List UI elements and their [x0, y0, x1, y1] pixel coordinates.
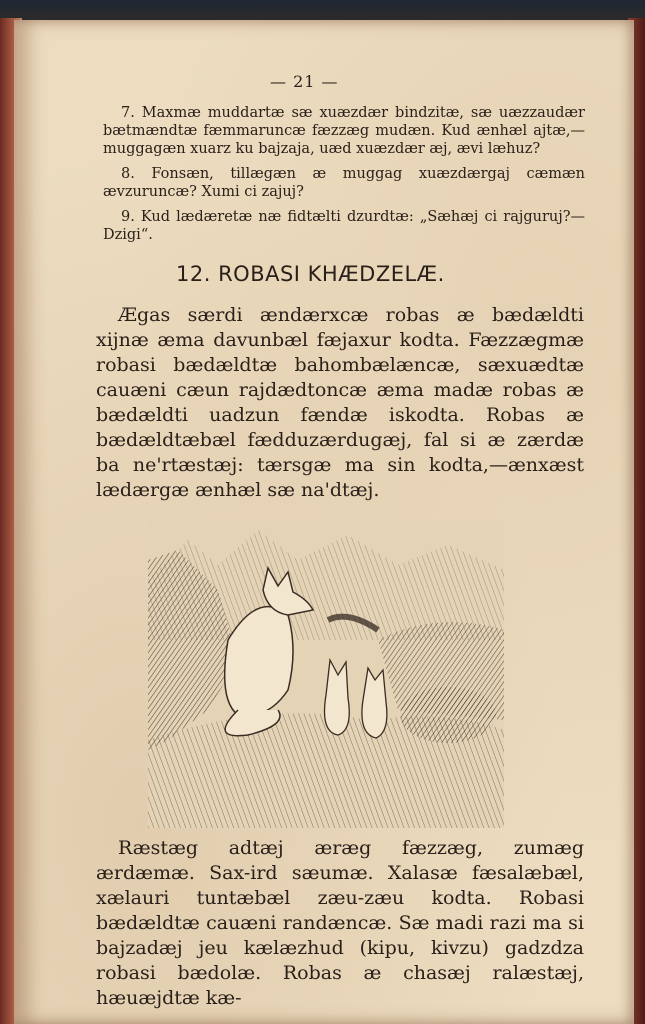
question-7: [103, 104, 585, 158]
question-text: 8. Fonsæn, tillægæn æ muggag xuæzdærgaj cæmæn ævzuruncæ? Xumi ci zajuj?: [103, 166, 585, 200]
page-number: — 21 —: [270, 72, 339, 91]
paragraph-text: Ræstæg adtæj æræg fæzzæg, zumæg ærdæmæ. Sax-ird sæumæ. Xalasæ fæsalæbæl, xælauri tuntæbæl zæu-zæu kodta. Robasi bædældtæ cauæni randæncæ. Sæ madi razi ma si bajzadæj jeu kælæzhud (kipu, kivzu) gadzdza robasi bædolæ. Robas æ chasæj ralæstæj, hæuæjdtæ kæ-: [96, 837, 584, 1009]
question-text: 7. Maxmæ muddartæ sæ xuæzdær bindzitæ, sæ uæzzaudær bætmændtæ fæmmaruncæ fæzzæg mudæn. Kud ænhæl ajtæ,—muggagæn xuarz ku bajzaja, uæd xuæzdær æj, ævi læhuz?: [103, 105, 585, 157]
section-title: 12. ROBASI KHÆDZELÆ.: [176, 262, 445, 286]
paragraph-text: Ægas særdi ændærxcæ robas æ bædældti xijnæ æma davunbæl fæjaxur kodta. Fæzzægmæ robasi bædældtæ bahombælæncæ, sæxuædtæ cauæni cæun rajdædtoncæ æma madæ robas æ bædældti uadzun fændæ iskodta. Robas æ bædældtæbæl fædduzærdugæj, fal si æ zærdæ ba ne'rtæstæj: tærsgæ ma sin kodta,—ænxæst lædærgæ ænhæl sæ na'dtæj.: [96, 304, 584, 501]
question-text: 9. Kud lædæretæ næ fidtælti dzurdtæ: „Sæhæj ci rajguruj?—Dzigi“.: [103, 209, 585, 243]
question-9: [103, 208, 585, 244]
paragraph-2: [96, 836, 584, 1011]
fox-family-engraving: [148, 520, 504, 828]
book-top-edge: [0, 0, 645, 22]
question-8: [103, 165, 585, 201]
paragraph-1: [96, 303, 584, 503]
fox-illustration: [148, 520, 504, 828]
